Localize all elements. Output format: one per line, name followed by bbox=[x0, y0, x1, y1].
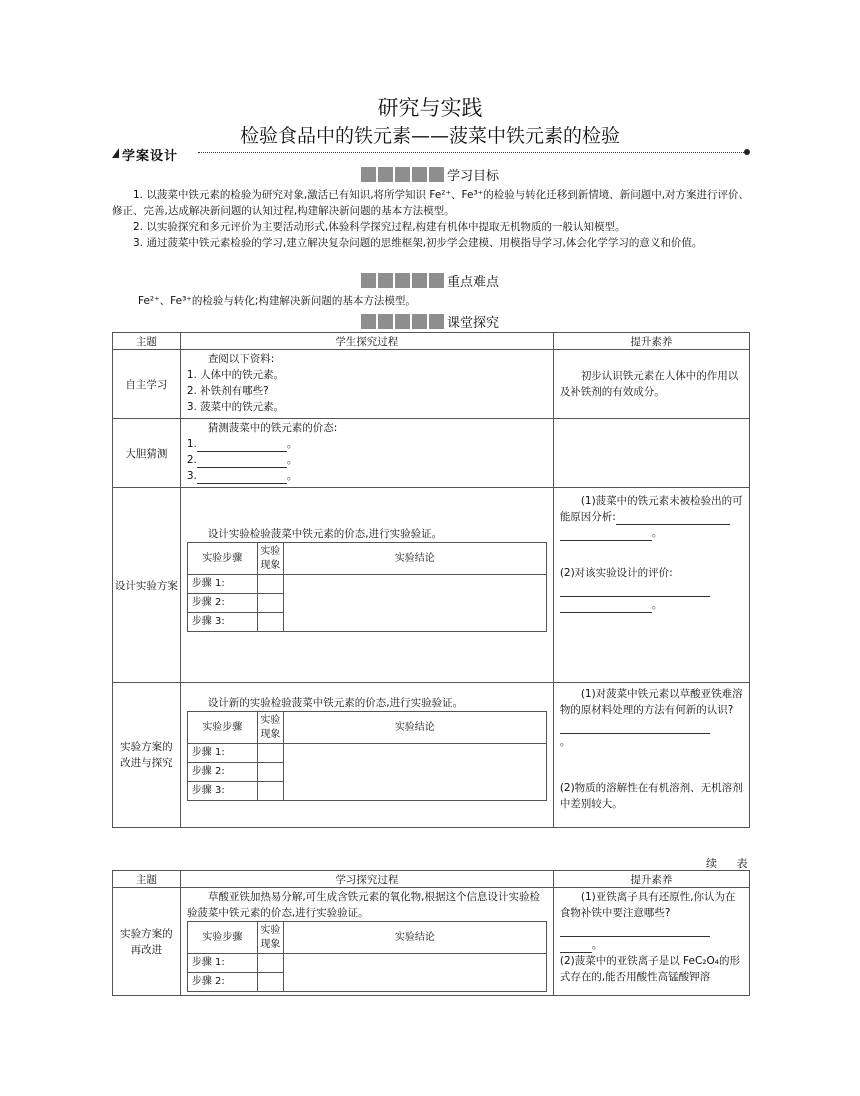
section-bar bbox=[112, 146, 750, 164]
heading-blocks-icon bbox=[361, 273, 446, 288]
dotted-divider bbox=[198, 152, 746, 153]
table-row bbox=[113, 350, 750, 419]
col-conclusion: 实验结论 bbox=[283, 922, 546, 954]
objective-item: 1. 以菠菜中铁元素的检验为研究对象,激活已有知识,将所学知识 Fe²⁺、Fe³⁺的检验与转化迁移到新情境、新问题中,对方案进行评价、修正、完善,达成解决新问题的认知过程,构建解决新问题的基本方法模型。 bbox=[112, 189, 750, 217]
guess-literacy bbox=[553, 419, 749, 488]
design-lit1-cont bbox=[560, 525, 743, 541]
step-label: 步骤 2: bbox=[187, 973, 257, 992]
self-study-process bbox=[180, 350, 553, 419]
step-label: 步骤 1: bbox=[187, 954, 257, 973]
table-header-row bbox=[113, 333, 750, 350]
design-lit2-cont bbox=[560, 597, 743, 613]
keypoints-heading-text: 重点难点 bbox=[446, 275, 499, 290]
step-label: 步骤 1: bbox=[187, 575, 257, 594]
reimprove-lit1-cont bbox=[560, 937, 743, 953]
lit-text: (2)对该实验设计的评价: bbox=[559, 567, 673, 579]
lit-text: (1)菠菜中的铁元素未被检验出的可能原因分析: bbox=[559, 495, 743, 523]
period: 。 bbox=[286, 438, 298, 450]
phen-cell[interactable] bbox=[257, 763, 283, 782]
list-item: 1. 人体中的铁元素。 bbox=[186, 369, 285, 381]
phen-cell[interactable] bbox=[257, 744, 283, 763]
phen-cell[interactable] bbox=[257, 954, 283, 973]
step-label: 步骤 2: bbox=[187, 594, 257, 613]
guess-intro: 猜测菠菜中的铁元素的价态: bbox=[207, 422, 338, 434]
list-item bbox=[187, 436, 547, 452]
list-item bbox=[187, 468, 547, 484]
phen-cell[interactable] bbox=[257, 594, 283, 613]
table-row bbox=[113, 888, 750, 996]
step-label: 步骤 3: bbox=[187, 613, 257, 632]
lit-text: (1)对菠菜中铁元素以草酸亚铁难溶物的原材料处理的方法有何新的认识? bbox=[559, 688, 743, 716]
header-topic: 主题 bbox=[113, 871, 181, 888]
design-lit1 bbox=[560, 493, 743, 525]
improve-inner-table bbox=[187, 711, 547, 801]
guess-process bbox=[180, 419, 553, 488]
triangle-icon bbox=[112, 148, 119, 158]
page-title: 研究与实践 bbox=[377, 96, 483, 120]
col-step: 实验步骤 bbox=[187, 543, 257, 575]
phen-cell[interactable] bbox=[257, 613, 283, 632]
step-label: 步骤 1: bbox=[187, 744, 257, 763]
col-conclusion: 实验结论 bbox=[283, 712, 546, 744]
improve-intro: 设计新的实验检验菠菜中铁元素的价态,进行实验验证。 bbox=[207, 697, 464, 709]
keypoints-heading bbox=[0, 271, 860, 290]
objectives-heading-text: 学习目标 bbox=[446, 169, 499, 184]
conclusion-cell[interactable] bbox=[283, 954, 546, 992]
list-item bbox=[187, 452, 547, 468]
col-phenomenon: 实验现象 bbox=[257, 712, 283, 744]
period: 。 bbox=[651, 527, 663, 539]
period: 。 bbox=[559, 736, 571, 748]
explore-table bbox=[112, 332, 750, 828]
table-row bbox=[113, 419, 750, 488]
blank-line[interactable] bbox=[560, 733, 710, 734]
dot-icon bbox=[744, 149, 750, 155]
continued-table bbox=[112, 870, 750, 996]
design-process bbox=[180, 488, 553, 683]
literacy-text: 初步认识铁元素在人体中的作用以及补铁剂的有效成分。 bbox=[559, 370, 739, 398]
improve-literacy bbox=[553, 683, 749, 828]
topic-self-study: 自主学习 bbox=[113, 350, 181, 419]
blank-line[interactable] bbox=[560, 612, 652, 613]
header-literacy: 提升素养 bbox=[553, 333, 749, 350]
reimprove-lit1 bbox=[560, 889, 743, 937]
design-literacy bbox=[553, 488, 749, 683]
list-item: 3. 菠菜中的铁元素。 bbox=[186, 401, 285, 413]
header-process: 学生探究过程 bbox=[180, 333, 553, 350]
design-intro: 设计实验检验菠菜中铁元素的价态,进行实验验证。 bbox=[207, 528, 443, 540]
objectives-list bbox=[112, 187, 752, 251]
phen-cell[interactable] bbox=[257, 575, 283, 594]
blank-line[interactable] bbox=[197, 483, 287, 484]
topic-design: 设计实验方案 bbox=[113, 488, 181, 683]
keypoints-text: Fe²⁺、Fe³⁺的检验与转化;构建解决新问题的基本方法模型。 bbox=[138, 295, 416, 307]
heading-blocks-icon bbox=[361, 167, 446, 182]
reimprove-process bbox=[180, 888, 553, 996]
improve-lit1 bbox=[560, 686, 743, 734]
conclusion-cell[interactable] bbox=[283, 575, 546, 632]
self-study-intro: 查阅以下资料: bbox=[207, 353, 275, 365]
conclusion-cell[interactable] bbox=[283, 744, 546, 801]
table-row bbox=[113, 683, 750, 828]
self-study-literacy bbox=[553, 350, 749, 419]
period: 。 bbox=[651, 599, 663, 611]
header-topic: 主题 bbox=[113, 333, 181, 350]
heading-blocks-icon bbox=[361, 314, 446, 329]
topic-guess: 大胆猜测 bbox=[113, 419, 181, 488]
topic-improve: 实验方案的改进与探究 bbox=[113, 683, 181, 828]
period: 。 bbox=[286, 470, 298, 482]
improve-lit2: (2)物质的溶解性在有机溶剂、无机溶剂中差别较大。 bbox=[559, 782, 743, 810]
objective-item: 3. 通过菠菜中铁元素检验的学习,建立解决复杂问题的思维框架,初步学会建模、用模指导学习,体会化学学习的意义和价值。 bbox=[133, 237, 703, 249]
step-label: 步骤 3: bbox=[187, 782, 257, 801]
col-phenomenon: 实验现象 bbox=[257, 543, 283, 575]
item-number: 1. bbox=[186, 438, 197, 450]
step-label: 步骤 2: bbox=[187, 763, 257, 782]
phen-cell[interactable] bbox=[257, 973, 283, 992]
objectives-heading bbox=[0, 165, 860, 184]
reimprove-intro: 草酸亚铁加热易分解,可生成含铁元素的氧化物,根据这个信息设计实验检验菠菜中铁元素的价态,进行实验验证。 bbox=[186, 891, 541, 919]
design-inner-table bbox=[187, 542, 547, 632]
continued-label: 续 表 bbox=[706, 857, 756, 870]
improve-process bbox=[180, 683, 553, 828]
phen-cell[interactable] bbox=[257, 782, 283, 801]
page-subtitle: 检验食品中的铁元素——菠菜中铁元素的检验 bbox=[239, 125, 620, 147]
section-label: 学案设计 bbox=[122, 149, 179, 164]
blank-line[interactable] bbox=[560, 540, 652, 541]
header-process: 学习探究过程 bbox=[180, 871, 553, 888]
list-item: 2. 补铁剂有哪些? bbox=[186, 385, 269, 397]
reimprove-inner-table bbox=[187, 921, 547, 992]
header-literacy: 提升素养 bbox=[553, 871, 749, 888]
period: 。 bbox=[591, 939, 603, 951]
explore-heading-text: 课堂探究 bbox=[446, 316, 499, 331]
item-number: 2. bbox=[186, 454, 197, 466]
objective-item: 2. 以实验探究和多元评价为主要活动形式,体验科学探究过程,构建有机体中提取无机物质的一般认知模型。 bbox=[133, 221, 626, 233]
topic-reimprove: 实验方案的再改进 bbox=[113, 888, 181, 996]
table-header-row bbox=[113, 871, 750, 888]
col-step: 实验步骤 bbox=[187, 922, 257, 954]
reimprove-literacy bbox=[553, 888, 749, 996]
item-number: 3. bbox=[186, 470, 197, 482]
design-lit2 bbox=[560, 565, 743, 597]
reimprove-lit2: (2)菠菜中的亚铁离子是以 FeC₂O₄的形式存在的,能否用酸性高锰酸钾溶 bbox=[559, 955, 740, 983]
period: 。 bbox=[286, 454, 298, 466]
col-phenomenon: 实验现象 bbox=[257, 922, 283, 954]
explore-heading bbox=[0, 312, 860, 331]
col-step: 实验步骤 bbox=[187, 712, 257, 744]
table-row bbox=[113, 488, 750, 683]
col-conclusion: 实验结论 bbox=[283, 543, 546, 575]
lit-text: (1)亚铁离子具有还原性,你认为在食物补铁中要注意哪些? bbox=[559, 891, 736, 919]
